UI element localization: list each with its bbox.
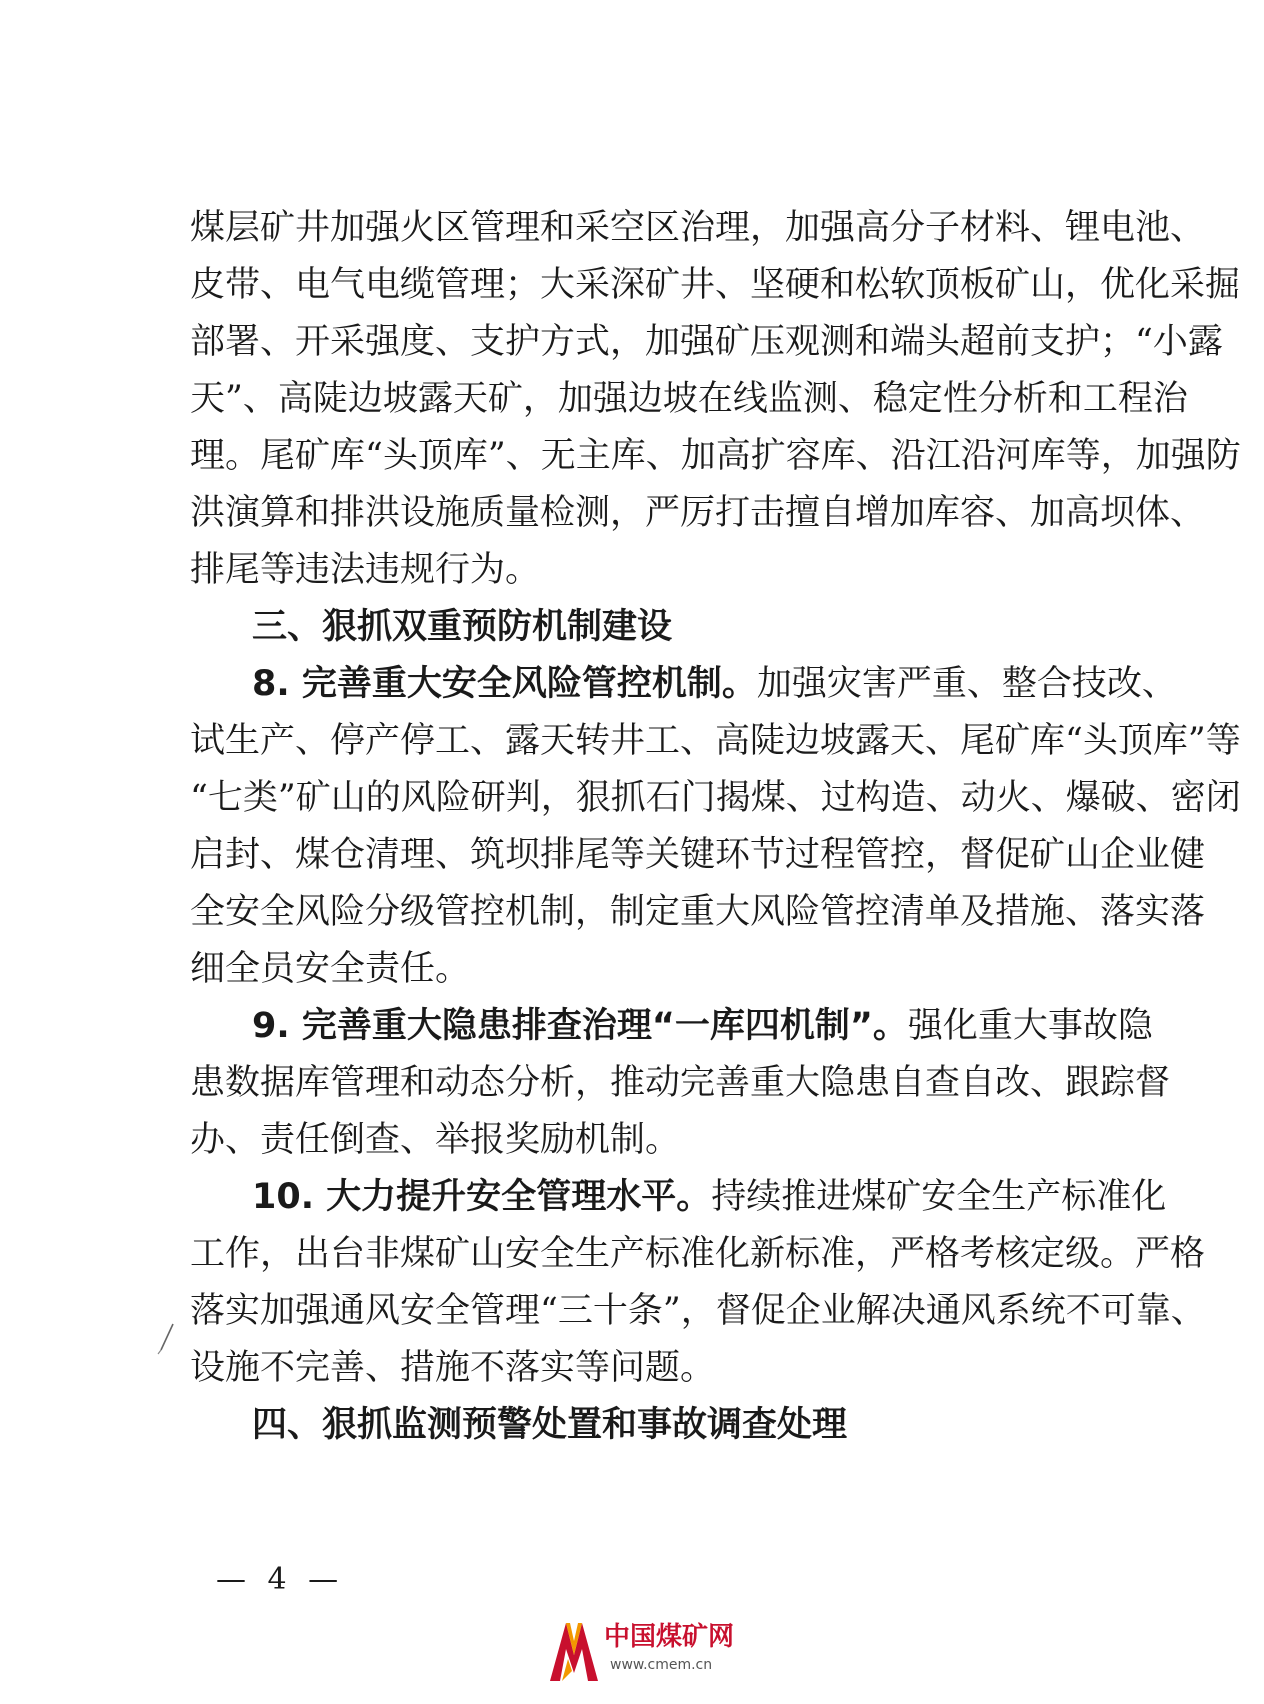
page-number: — 4 —	[216, 1562, 345, 1597]
item-9-first-line	[252, 1001, 1153, 1051]
paragraph-line: 理。尾矿库“头顶库”、无主库、加高扩容库、沿江沿河库等，加强防	[190, 436, 1241, 476]
item-8-title: 8. 完善重大安全风险管控机制。	[252, 664, 757, 704]
paragraph-line: 落实加强通风安全管理“三十条”，督促企业解决通风系统不可靠、	[190, 1291, 1206, 1331]
item-9-text: 强化重大事故隐	[907, 1006, 1153, 1046]
paragraph-line: 患数据库管理和动态分析，推动完善重大隐患自查自改、跟踪督	[190, 1063, 1171, 1103]
paragraph-line: 试生产、停产停工、露天转井工、高陡边坡露天、尾矿库“头顶库”等	[190, 721, 1241, 761]
item-8-text: 加强灾害严重、整合技改、	[756, 664, 1177, 704]
paragraph-line: 皮带、电气电缆管理；大采深矿井、坚硬和松软顶板矿山，优化采掘	[190, 265, 1241, 305]
paragraph-line: 部署、开采强度、支护方式，加强矿压观测和端头超前支护；“小露	[190, 322, 1223, 362]
section-heading-3: 三、狠抓双重预防机制建设	[252, 607, 673, 647]
paragraph-line: 办、责任倒查、举报奖励机制。	[190, 1120, 681, 1160]
item-10-title: 10. 大力提升安全管理水平。	[252, 1177, 712, 1217]
item-10-first-line	[252, 1172, 1167, 1222]
paragraph-line: 排尾等违法违规行为。	[190, 550, 541, 590]
paragraph-line: 天”、高陡边坡露天矿，加强边坡在线监测、稳定性分析和工程治	[190, 379, 1188, 419]
item-10-text: 持续推进煤矿安全生产标准化	[711, 1177, 1167, 1217]
item-8-first-line	[252, 659, 1177, 709]
paragraph-line: 工作，出台非煤矿山安全生产标准化新标准，严格考核定级。严格	[190, 1234, 1206, 1274]
paragraph-line: 全安全风险分级管控机制，制定重大风险管控清单及措施、落实落	[190, 892, 1206, 932]
section-heading-4: 四、狠抓监测预警处置和事故调查处理	[252, 1405, 848, 1445]
paragraph-line: 细全员安全责任。	[190, 949, 471, 989]
watermark-url: www.cmem.cn	[610, 1657, 713, 1673]
watermark-name: 中国煤矿网	[604, 1622, 735, 1652]
paragraph-line: 设施不完善、措施不落实等问题。	[190, 1348, 716, 1388]
cmem-logo-icon	[548, 1615, 600, 1683]
paragraph-line: 洪演算和排洪设施质量检测，严厉打击擅自增加库容、加高坝体、	[190, 493, 1206, 533]
paragraph-line: 启封、煤仓清理、筑坝排尾等关键环节过程管控，督促矿山企业健	[190, 835, 1206, 875]
pen-mark-icon	[155, 1322, 179, 1356]
item-9-title: 9. 完善重大隐患排查治理“一库四机制”。	[252, 1006, 908, 1046]
paragraph-line: 煤层矿井加强火区管理和采空区治理，加强高分子材料、锂电池、	[190, 208, 1206, 248]
paragraph-line: “七类”矿山的风险研判，狠抓石门揭煤、过构造、动火、爆破、密闭	[190, 778, 1241, 818]
watermark	[548, 1615, 778, 1685]
